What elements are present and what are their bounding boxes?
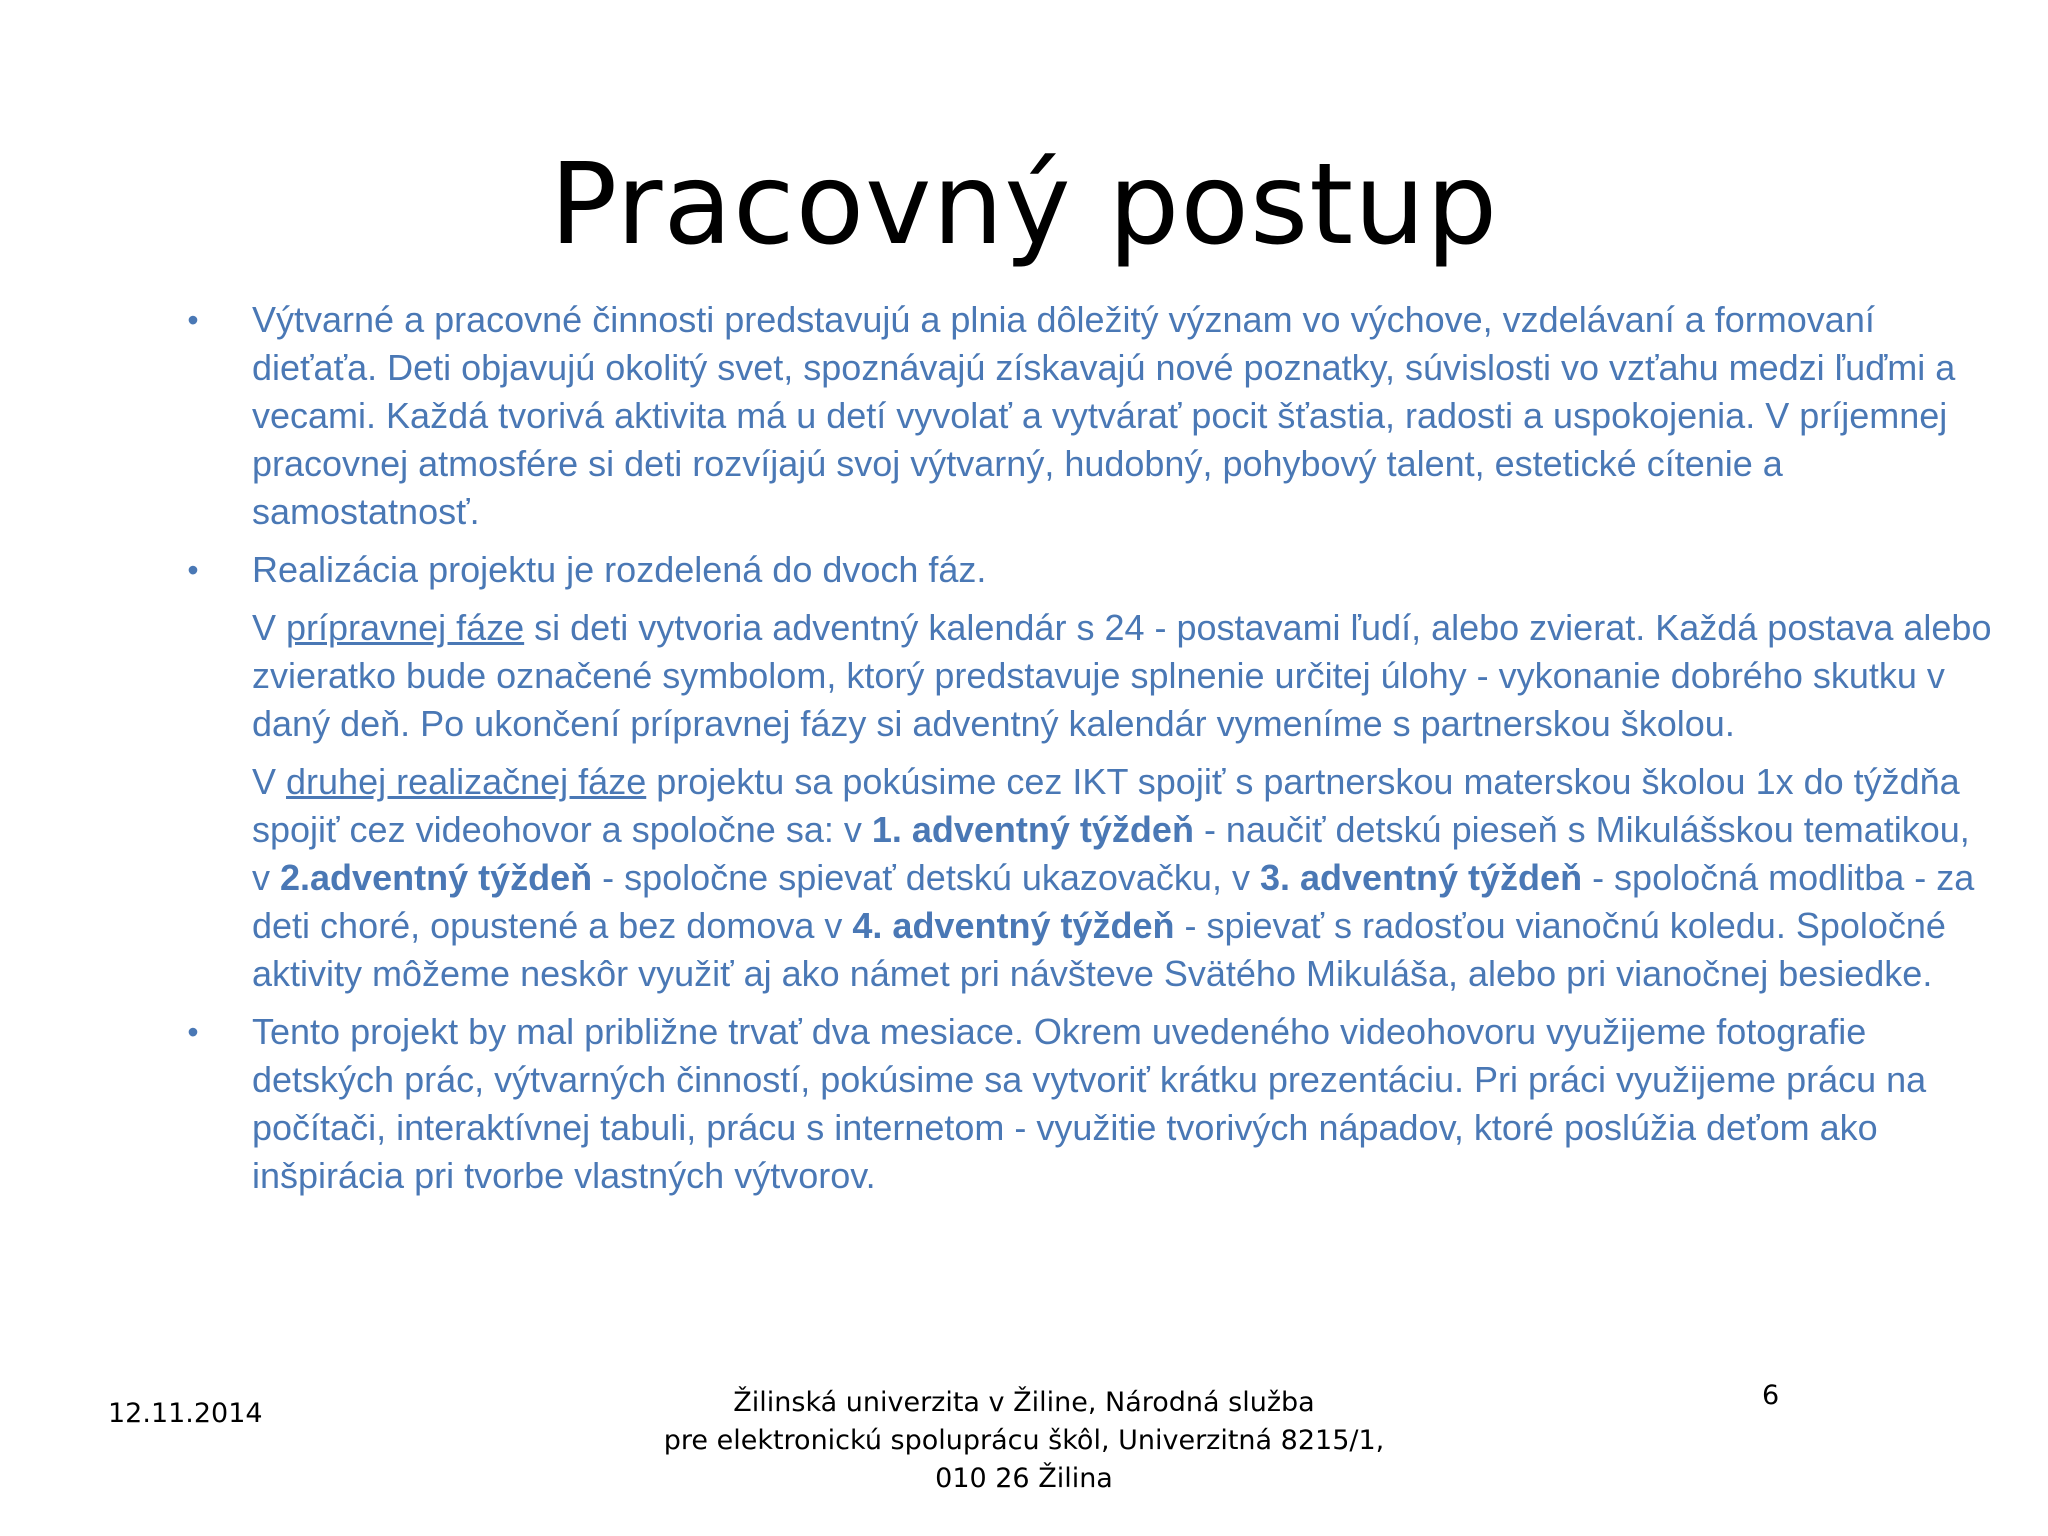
bullet-icon: • xyxy=(187,302,199,338)
second-phase-paragraph xyxy=(252,758,1992,998)
slide-title: Pracovný postup xyxy=(549,140,1499,270)
advent-week-2: 2.adventný týždeň xyxy=(280,857,593,898)
footer-date: 12.11.2014 xyxy=(108,1398,263,1429)
text-run: projektu sa pokúsime cez IKT spojiť s partnerskou materskou školou 1x do týždňa spojiť cez videohovor a spoločne sa: v xyxy=(252,761,1960,850)
bullet-text: Realizácia projektu je rozdelená do dvoch fáz. xyxy=(252,549,987,590)
preparatory-phase-link[interactable]: prípravnej fáze xyxy=(286,607,525,648)
text-run: V xyxy=(252,607,287,648)
bullet-item-1 xyxy=(187,296,1992,536)
text-run: - spievať s radosťou vianočnú koledu. Spoločné aktivity môžeme neskôr využiť aj ako námet pri návšteve Svätého Mikuláša, alebo pri vianočnej besiedke. xyxy=(252,905,1946,994)
advent-week-4: 4. adventný týždeň xyxy=(852,905,1175,946)
second-phase-link[interactable]: druhej realizačnej fáze xyxy=(286,761,647,802)
footer-address-line: pre elektronickú spoluprácu škôl, Univerzitná 8215/1, xyxy=(663,1425,1385,1456)
bullet-icon: • xyxy=(187,1014,199,1050)
text-run: - spoločná modlitba - za deti choré, opustené a bez domova v xyxy=(252,857,1975,946)
page-number: 6 xyxy=(1762,1380,1780,1411)
advent-week-1: 1. adventný týždeň xyxy=(871,809,1194,850)
text-run: - spoločne spievať detskú ukazovačku, v xyxy=(592,857,1260,898)
bullet-text: Výtvarné a pracovné činnosti predstavujú a plnia dôležitý význam vo výchove, vzdelávaní a formovaní dieťaťa. Deti objavujú okolitý svet, spoznávajú získavajú nové poznatky, súvislosti vo vzťahu medzi ľuďmi a vecami. Každá tvorivá aktivita má u detí vyvolať a vytvárať pocit šťastia, radosti a uspokojenia. V príjemnej pracovnej atmosfére si deti rozvíjajú svoj výtvarný, hudobný, pohybový talent, estetické cítenie a samostatnosť. xyxy=(252,299,1956,532)
advent-week-3: 3. adventný týždeň xyxy=(1259,857,1583,898)
text-run: si deti vytvoria adventný kalendár s 24 - postavami ľudí, alebo zvierat. Každá postava alebo zvieratko bude označené symbolom, ktorý predstavuje splnenie určitej úlohy - vykonanie dobrého skutku v daný deň. Po ukončení prípravnej fázy si adventný kalendár vymeníme s partnerskou školou. xyxy=(252,607,1992,744)
bullet-icon: • xyxy=(187,552,199,588)
footer-address-line: 010 26 Žilina xyxy=(935,1463,1113,1494)
bullet-text: Tento projekt by mal približne trvať dva mesiace. Okrem uvedeného videohovoru využijeme fotografie detských prác, výtvarných činností, pokúsime sa vytvoriť krátku prezentáciu. Pri práci využijeme prácu na počítači, interaktívnej tabuli, prácu s internetom - využitie tvorivých nápadov, ktoré poslúžia deťom ako inšpirácia pri tvorbe vlastných výtvorov. xyxy=(252,1011,1927,1196)
bullet-item-2 xyxy=(187,546,1992,998)
preparatory-phase-paragraph xyxy=(252,604,1992,748)
bullet-item-3 xyxy=(187,1008,1992,1200)
slide-body xyxy=(187,296,1992,1210)
footer-address-line: Žilinská univerzita v Žiline, Národná služba xyxy=(733,1387,1315,1418)
footer-address xyxy=(624,1384,1424,1498)
text-run: V xyxy=(252,761,287,802)
text-run: - naučiť detskú pieseň s Mikulášskou tematikou, v xyxy=(252,809,1970,898)
